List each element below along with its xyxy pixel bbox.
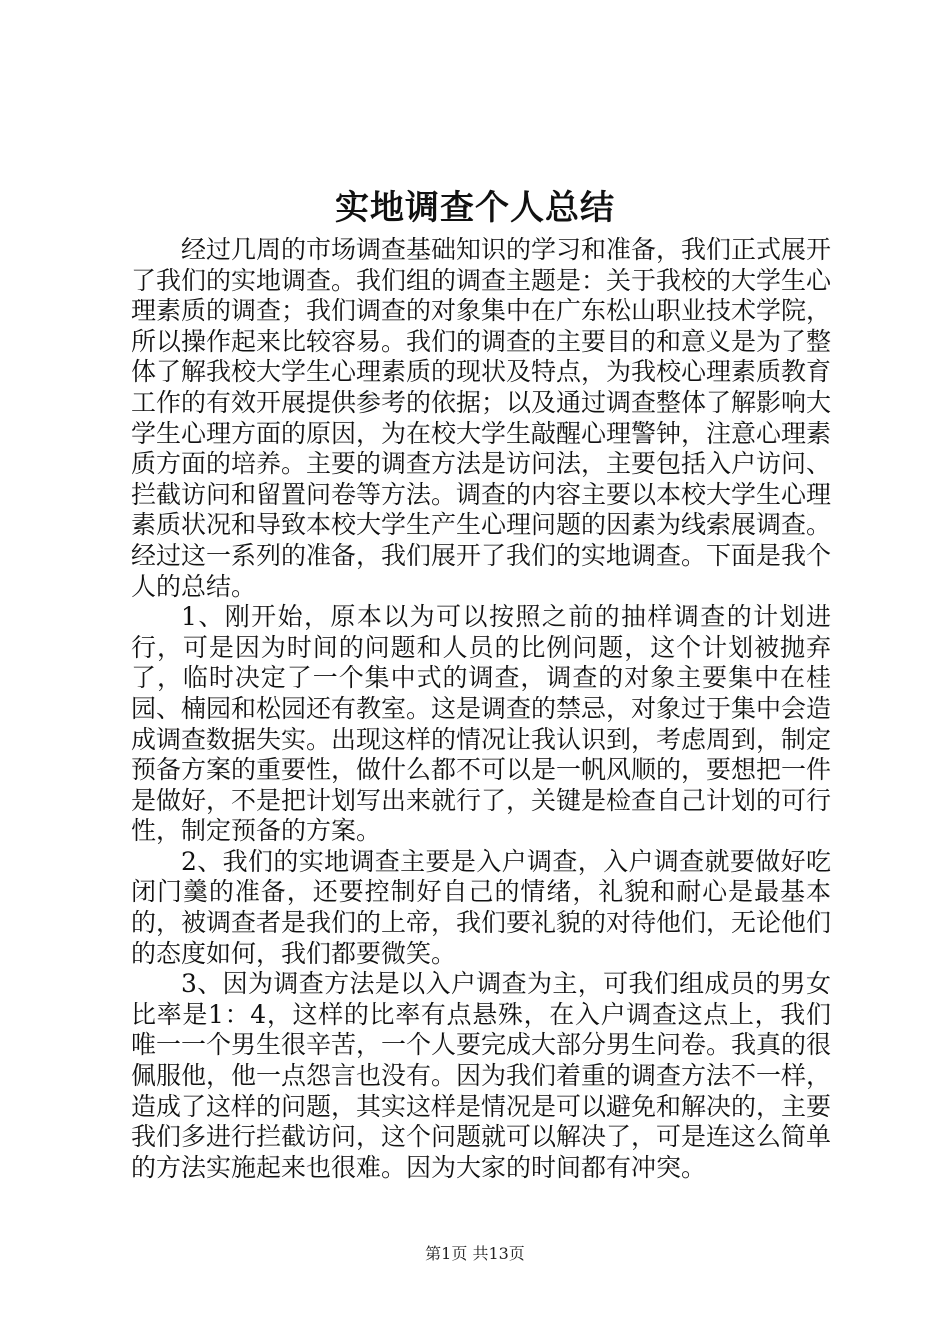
document-title: 实地调查个人总结 bbox=[335, 188, 615, 228]
paragraph-intro: 经过几周的市场调查基础知识的学习和准备，我们正式展开了我们的实地调查。我们组的调查主题是：关于我校的大学生心理素质的调查；我们调查的对象集中在广东松山职业技术学院，所以操作起来比较容易。我们的调查的主要目的和意义是为了整体了解我校大学生心理素质的现状及特点，为我校心理素质教育工作的有效开展提供参考的依据；以及通过调查整体了解影响大学生心理方面的原因，为在校大学生敲醒心理警钟，注意心理素质方面的培养。主要的调查方法是访问法，主要包括入户访问、拦截访问和留置问卷等方法。调查的内容主要以本校大学生心理素质状况和导致本校大学生产生心理问题的因素为线索展调查。经过这一系列的准备，我们展开了我们的实地调查。下面是我个人的总结。 bbox=[131, 235, 832, 601]
document-body bbox=[131, 235, 831, 1183]
page-number-footer: 第1页 共13页 bbox=[425, 1244, 525, 1263]
paragraph-point-2: 2、我们的实地调查主要是入户调查，入户调查就要做好吃闭门羹的准备，还要控制好自己的情绪，礼貌和耐心是最基本的，被调查者是我们的上帝，我们要礼貌的对待他们，无论他们的态度如何，我们都要微笑。 bbox=[131, 846, 832, 968]
paragraph-point-1: 1、刚开始，原本以为可以按照之前的抽样调查的计划进行，可是因为时间的问题和人员的比例问题，这个计划被抛弃了，临时决定了一个集中式的调查，调查的对象主要集中在桂园、楠园和松园还有教室。这是调查的禁忌，对象过于集中会造成调查数据失实。出现这样的情况让我认识到，考虑周到，制定预备方案的重要性，做什么都不可以是一帆风顺的，要想把一件是做好，不是把计划写出来就行了，关键是检查自己计划的可行性，制定预备的方案。 bbox=[131, 602, 832, 846]
paragraph-point-3: 3、因为调查方法是以入户调查为主，可我们组成员的男女比率是1：4，这样的比率有点悬殊，在入户调查这点上，我们唯一一个男生很辛苦，一个人要完成大部分男生问卷。我真的很佩服他，他一点怨言也没有。因为我们着重的调查方法不一样，造成了这样的问题，其实这样是情况是可以避免和解决的，主要我们多进行拦截访问，这个问题就可以解决了，可是连这么简单的方法实施起来也很难。因为大家的时间都有冲突。 bbox=[131, 969, 832, 1182]
